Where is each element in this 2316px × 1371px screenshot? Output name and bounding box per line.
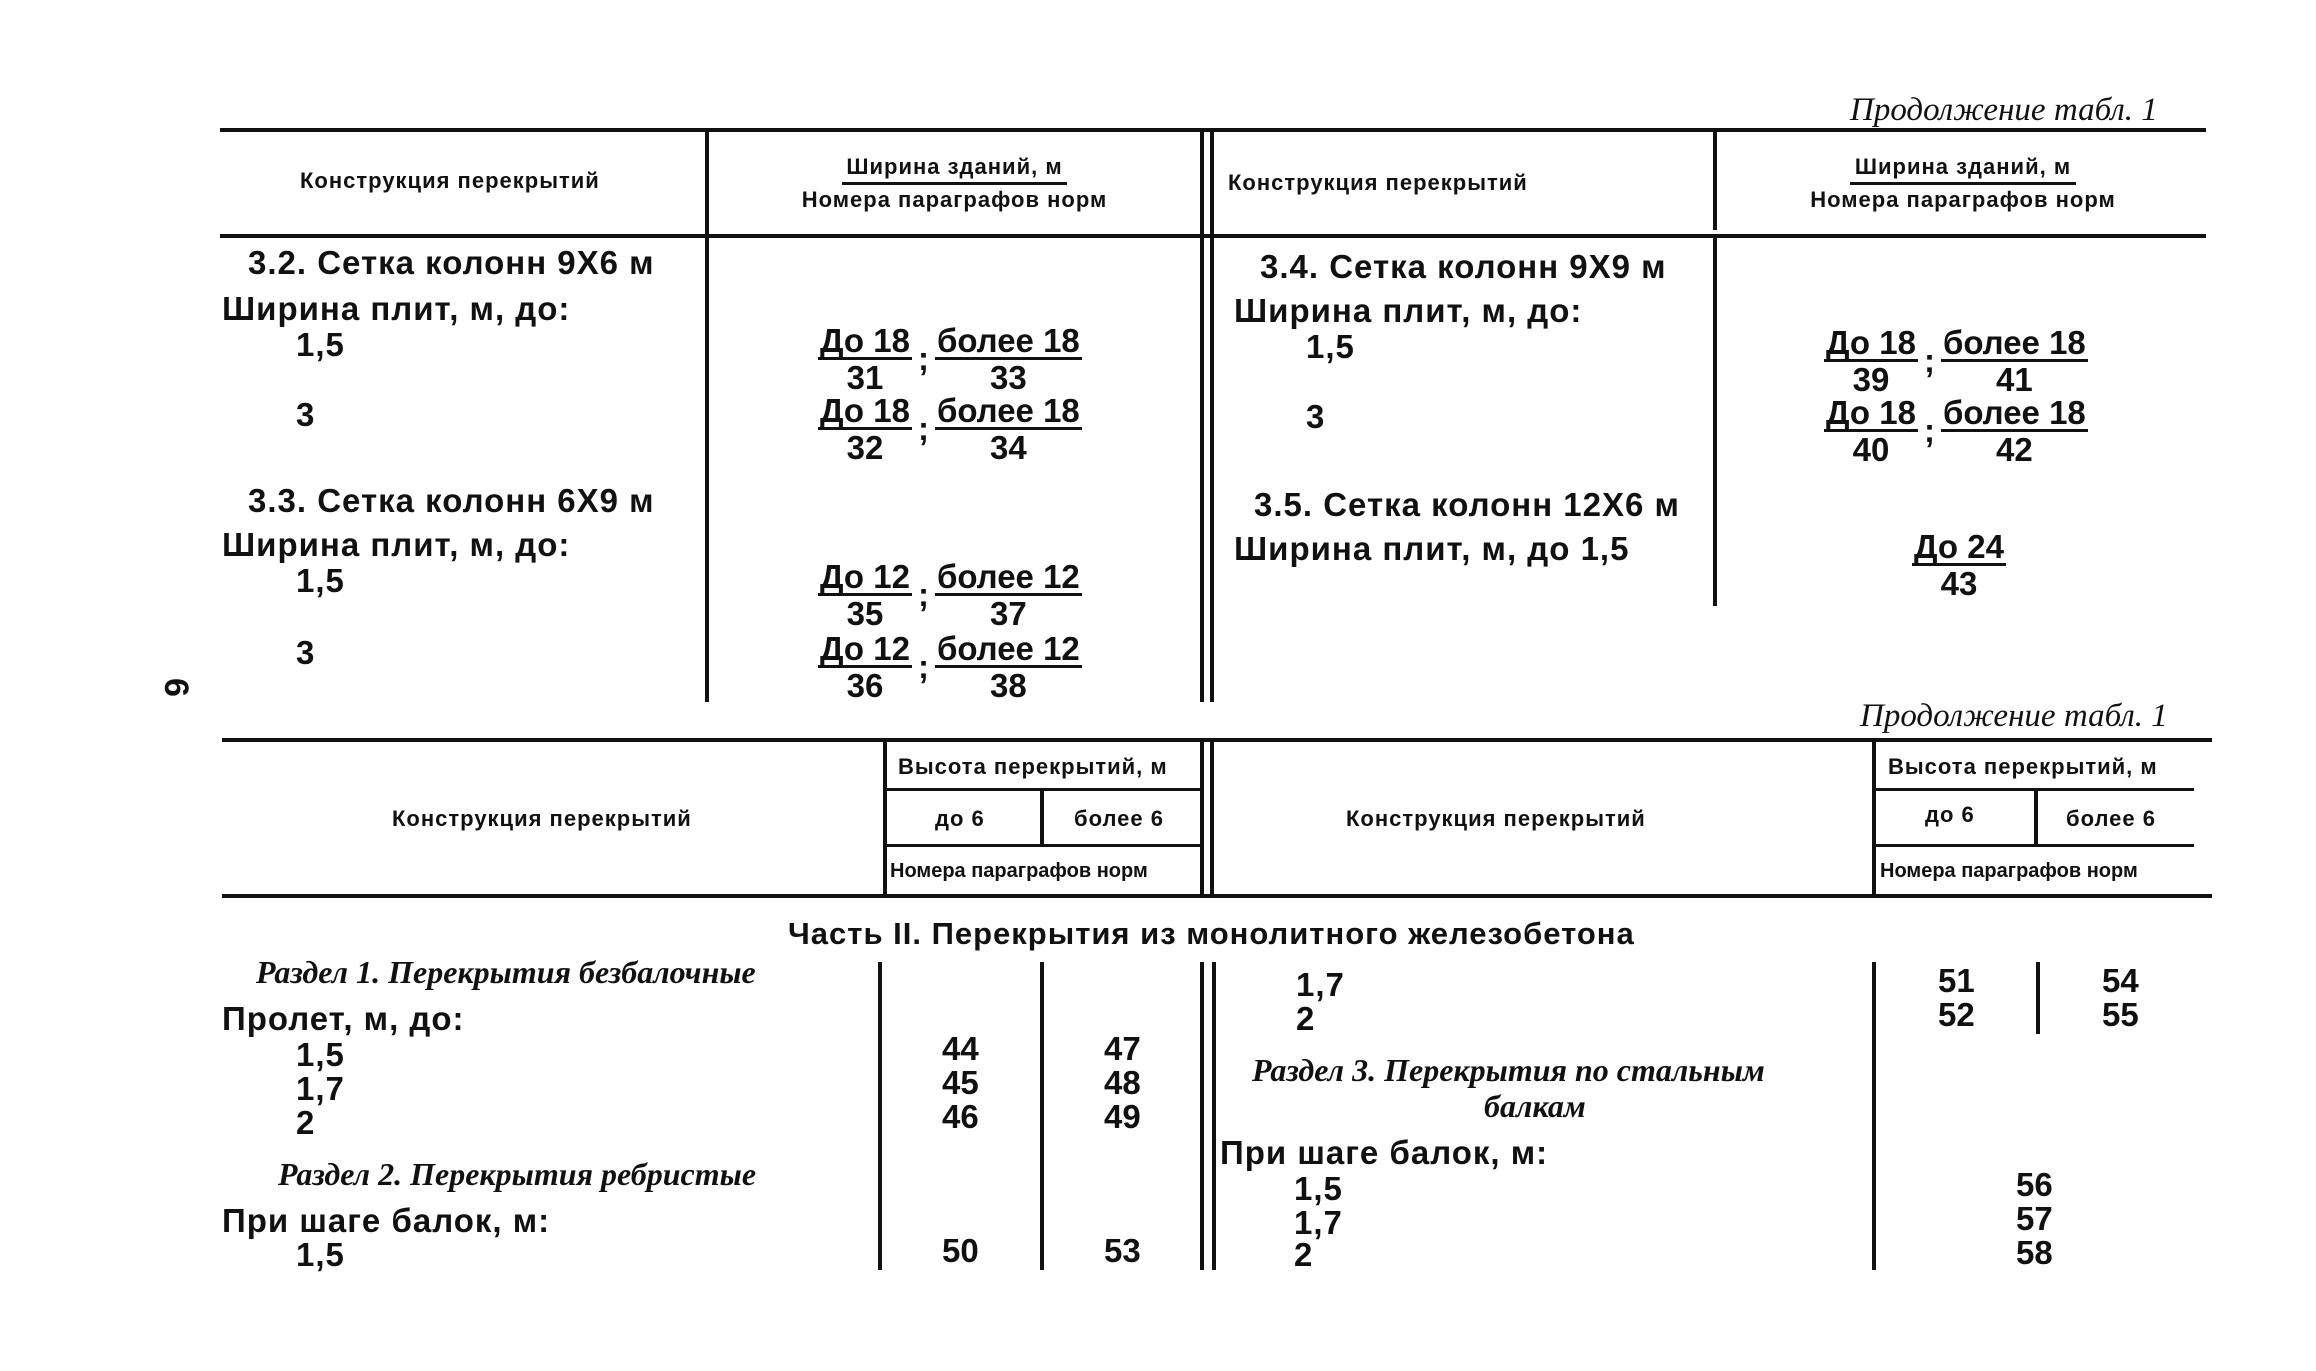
header-width (712, 152, 1197, 214)
col-divider (1713, 130, 1717, 230)
group-title: 3.2. Сетка колонн 9Х6 м (248, 244, 655, 281)
header-construction: Конструкция перекрытий (300, 168, 600, 193)
row-label: 3 (296, 396, 316, 433)
header-subrule (885, 844, 1203, 847)
header-upto6-right: до 6 (1925, 802, 1975, 827)
section-title: Раздел 2. Перекрытия ребристые (278, 1156, 757, 1192)
col-divider (1200, 740, 1204, 896)
col-divider (1210, 740, 1214, 896)
row-label: 3 (1306, 398, 1326, 435)
col-divider (1872, 740, 1876, 896)
header-over6: более 6 (1074, 806, 1164, 831)
cell-value: 50 (942, 1232, 979, 1269)
cell-value: 57 (2016, 1200, 2053, 1237)
fraction-top: более 18 (936, 392, 1080, 429)
col-divider (1872, 962, 1876, 1270)
bottom-table-header-rule (222, 894, 2212, 898)
group-subtitle: Ширина плит, м, до: (222, 526, 571, 563)
cell-value: 45 (942, 1064, 979, 1101)
col-divider (1040, 790, 1044, 846)
bottom-table-rule (222, 738, 2212, 742)
row-label: 2 (1296, 1000, 1316, 1037)
cell-value: 46 (942, 1098, 979, 1135)
page-number: 6 (156, 678, 195, 697)
group-subtitle: Ширина плит, м, до 1,5 (1234, 530, 1630, 567)
fraction-top: более 12 (936, 558, 1080, 595)
fraction-top: более 18 (1942, 324, 2086, 361)
row-label: 1,7 (296, 1070, 345, 1107)
fraction-bottom: 36 (846, 667, 884, 704)
header-upto6: до 6 (935, 806, 985, 831)
fraction-bottom: 40 (1852, 431, 1890, 468)
section-title: Раздел 3. Перекрытия по стальным (1252, 1052, 1765, 1088)
fraction-top: До 18 (1826, 394, 1916, 431)
fraction-bottom: 37 (990, 595, 1027, 632)
fraction-bottom: 42 (1996, 431, 2033, 468)
row-label: 1,7 (1296, 966, 1345, 1003)
col-divider (1713, 236, 1717, 606)
continuation-label-top: Продолжение табл. 1 (1850, 92, 2158, 128)
group-subtitle: Ширина плит, м, до: (222, 290, 571, 327)
header-subrule (1874, 788, 2194, 791)
section-title-cont: балкам (1484, 1088, 1586, 1124)
fraction-bottom: 34 (990, 429, 1027, 466)
section-title: Раздел 1. Перекрытия безбалочные (256, 954, 756, 990)
section-subtitle: При шаге балок, м: (222, 1202, 551, 1239)
row-label: 1,5 (296, 562, 345, 599)
row-label: 1,5 (1294, 1170, 1343, 1207)
fraction-single (1912, 530, 2006, 600)
group-title: 3.5. Сетка колонн 12Х6 м (1254, 486, 1680, 523)
col-divider (1040, 962, 1044, 1270)
col-divider (2034, 790, 2038, 846)
col-divider (1200, 962, 1204, 1270)
fraction-top: До 18 (820, 322, 910, 359)
header-width-top: Ширина зданий, м (1850, 152, 2076, 185)
fraction-bottom: 32 (846, 429, 884, 466)
section-subtitle: При шаге балок, м: (1220, 1134, 1549, 1171)
header-norms-right: Номера параграфов норм (1880, 860, 2138, 882)
row-label: 2 (1294, 1236, 1314, 1273)
fraction-pair: $\frac{До 18}{40}$ ; $\frac{\text{более 18}}{42}$ (1826, 394, 2086, 468)
col-divider (1212, 962, 1216, 1270)
fraction-top: До 12 (820, 630, 910, 667)
fraction-bottom: 33 (990, 359, 1027, 396)
row-label: 1,5 (296, 1036, 345, 1073)
header-construction-right: Конструкция перекрытий (1346, 806, 1646, 831)
col-divider (1200, 130, 1204, 702)
row-label: 3 (296, 634, 316, 671)
fraction-top: До 24 (1914, 528, 2004, 565)
row-label: 1,7 (1294, 1204, 1343, 1241)
header-construction-right: Конструкция перекрытий (1228, 170, 1528, 195)
cell-value: 54 (2102, 962, 2139, 999)
col-divider (2036, 962, 2040, 1034)
fraction-top: До 12 (820, 558, 910, 595)
cell-value: 55 (2102, 996, 2139, 1033)
header-width-bottom: Номера параграфов норм (801, 186, 1108, 212)
row-label: 1,5 (296, 1236, 345, 1273)
cell-value: 51 (1938, 962, 1975, 999)
fraction-top: До 18 (1826, 324, 1916, 361)
fraction-top: До 18 (820, 392, 910, 429)
header-subrule (1874, 844, 2194, 847)
fraction-bottom: 41 (1996, 361, 2033, 398)
header-subrule (885, 788, 1203, 791)
continuation-label-bottom: Продолжение табл. 1 (1860, 698, 2168, 734)
row-label: 1,5 (1306, 328, 1355, 365)
cell-value: 58 (2016, 1234, 2053, 1271)
fraction-bottom: 35 (846, 595, 884, 632)
fraction-top: более 12 (936, 630, 1080, 667)
col-divider (1210, 130, 1214, 702)
fraction-pair: $\frac{До 12}{36}$ ; $\frac{\text{более 12}}{38}$ (820, 630, 1080, 704)
header-width-bottom: Номера параграфов норм (1810, 186, 2116, 212)
fraction-pair: $\frac{До 18}{39}$ ; $\frac{\text{более 18}}{41}$ (1826, 324, 2086, 398)
header-height-right: Высота перекрытий, м (1888, 754, 2158, 779)
fraction-pair: $\frac{До 12}{35}$ ; $\frac{\text{более 12}}{37}$ (820, 558, 1080, 632)
header-width-top: Ширина зданий, м (842, 152, 1068, 185)
fraction-top: более 18 (936, 322, 1080, 359)
group-title: 3.3. Сетка колонн 6Х9 м (248, 482, 655, 519)
fraction-pair: $\frac{До 18}{31}$ ; $\frac{\text{более 18}}{33}$ (820, 322, 1080, 396)
cell-value: 56 (2016, 1166, 2053, 1203)
fraction-bottom: 38 (990, 667, 1027, 704)
row-label: 2 (296, 1104, 316, 1141)
group-title: 3.4. Сетка колонн 9Х9 м (1260, 248, 1667, 285)
header-construction: Конструкция перекрытий (392, 806, 692, 831)
fraction-bottom: 31 (846, 359, 884, 396)
group-subtitle: Ширина плит, м, до: (1234, 292, 1583, 329)
cell-value: 53 (1104, 1232, 1141, 1269)
part-title: Часть II. Перекрытия из монолитного железобетона (788, 916, 1635, 951)
cell-value: 49 (1104, 1098, 1141, 1135)
fraction-bottom: 39 (1852, 361, 1890, 398)
header-height: Высота перекрытий, м (898, 754, 1168, 779)
col-divider (705, 130, 709, 702)
fraction-top: более 18 (1942, 394, 2086, 431)
fraction-bottom: 43 (1940, 565, 1978, 602)
cell-value: 52 (1938, 996, 1975, 1033)
header-over6-right: более 6 (2066, 806, 2156, 831)
col-divider (878, 962, 882, 1270)
col-divider (883, 740, 887, 896)
fraction-pair: $\frac{До 18}{32}$ ; $\frac{\text{более 18}}{34}$ (820, 392, 1080, 466)
cell-value: 44 (942, 1030, 979, 1067)
cell-value: 48 (1104, 1064, 1141, 1101)
row-label: 1,5 (296, 326, 345, 363)
section-subtitle: Пролет, м, до: (222, 1000, 465, 1037)
header-width-right (1720, 152, 2206, 214)
cell-value: 47 (1104, 1030, 1141, 1067)
header-norms: Номера параграфов норм (890, 860, 1148, 882)
